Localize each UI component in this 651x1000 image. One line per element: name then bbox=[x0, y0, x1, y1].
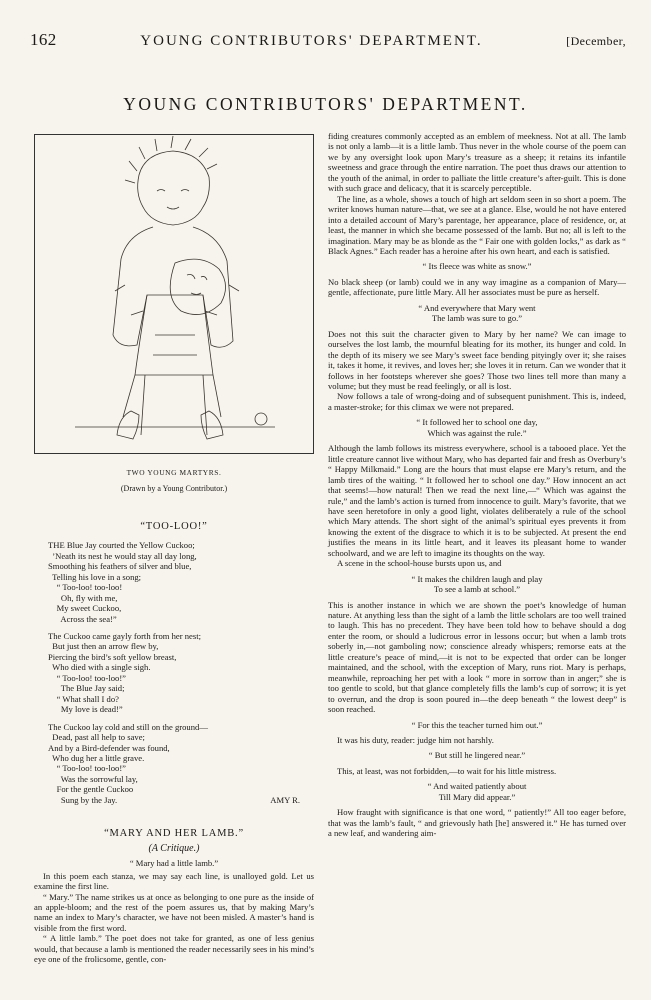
page-number: 162 bbox=[30, 30, 57, 49]
paragraph: No black sheep (or lamb) could we in any way imagine as a companion of Mary—gentle, affectionate, pure little Mary. All her associates must be pure as herself. bbox=[328, 276, 626, 298]
paragraph: Although the lamb follows its mistress everywhere, school is a tabooed place. Yet the little creature cannot live without Mary, who has departed fair and fresh as Overbury’s “ Happy Milkmaid.” Long are the hours that must elapse ere Mary’s return, and the lamb tires of the waiting. “ It followed her to school one day.” How innocent an act that seems!—how natural! Then we read the next line,—“ Which was against the rule,” and the lamb’s action is turned from innocence to guilt. Mary’s favorite, that we have seen heretofore in only a good light, violates deliberately a rule of the school which Mary attends. The short sight of the animal’s spiritual eyes prevents it from knowing the extent of the disgrace to which it is to be subjected. At present the end justifies the means in its little heart, and it leaves its pleasant home to wander schoolward, and we are left to imagine its thoughts on the way. bbox=[328, 443, 626, 558]
right-column bbox=[328, 131, 626, 839]
figure-caption: TWO YOUNG MARTYRS. bbox=[126, 468, 222, 477]
illustration-frame bbox=[34, 134, 314, 454]
quoted-line: Till Mary did appear.” bbox=[438, 791, 516, 802]
quoted-line: “ It makes the children laugh and play bbox=[411, 573, 543, 584]
poem-stanza bbox=[34, 722, 314, 806]
poem-author: AMY R. bbox=[270, 794, 300, 805]
quoted-line: “ Its fleece was white as snow.” bbox=[422, 261, 532, 272]
quoted-line: “ And waited patiently about bbox=[427, 781, 527, 792]
paragraph: The line, as a whole, shows a touch of high art seldom seen in so short a poem. The writer knows human nature—that, we see at a glance. Else, would he not have entered into a detailed account of Mary’s parentage, her appearance, place of residence, or, at least, the manner in which she became possessed of the lamb. But no; all is left to the imagination. Mary may be as blonde as the “ Fair one with golden locks,” as dark as “ Black Agnes.” Each reader has a heroine after his own heart, and each is satisfied. bbox=[328, 193, 626, 256]
verse-line: Across the sea!” bbox=[48, 613, 117, 624]
verse-line: My love is dead!” bbox=[48, 704, 123, 715]
poem-stanza bbox=[34, 631, 314, 715]
verse-line: Telling his love in a song; bbox=[48, 571, 142, 582]
article-title: “MARY AND HER LAMB.” bbox=[104, 828, 244, 840]
article-subtitle: (A Critique.) bbox=[148, 842, 200, 854]
poem-last-line bbox=[48, 795, 314, 805]
quoted-line: “ For this the teacher turned him out.” bbox=[411, 719, 543, 730]
quoted-line: To see a lamb at school.” bbox=[433, 584, 521, 595]
left-column bbox=[34, 131, 314, 965]
paragraph: A scene in the school-house bursts upon us, and bbox=[337, 558, 502, 569]
quoted-line: The lamb was sure to go.” bbox=[431, 313, 523, 324]
figure-credit: (Drawn by a Young Contributor.) bbox=[120, 484, 228, 494]
paragraph: Does not this suit the character given to Mary by her name? We can image to ourselves the lost lamb, the mournful bleating for its mother, its hunger and cold. In the depth of its misery we see Mary’s sweet face bending pityingly over it; she raises it, takes it home, it revives, and loves her; she loves it in return. Can we wonder that it follows in her footsteps wherever she goes? Those two lines tell more than many a volume; but they must be read feelingly, or all is lost. bbox=[328, 328, 626, 391]
paragraph: Now follows a tale of wrong-doing and of subsequent punishment. This is, indeed, a master-stroke; for this climax we were not prepared. bbox=[328, 391, 626, 412]
paragraph: How fraught with significance is that one word, “ patiently!” All too eager before, that was the lamb’s fault, “ and grievously hath [he] answered it.” He has turned over a new leaf, and wandering aim- bbox=[328, 807, 626, 839]
poem-stanza bbox=[34, 540, 314, 624]
paragraph: It was his duty, reader: judge him not harshly. bbox=[337, 735, 494, 746]
verse-line: Who died with a single sigh. bbox=[48, 662, 151, 673]
paragraph: fiding creatures commonly accepted as an emblem of meekness. Not at all. The lamb is not only a lamb—it is a little lamb. Thus never in the whole course of the poem can we by any oversight look upon Mary’s treasure as a sheep; it retains its infantile sweetness and grace through the entire narration. The poet thus draws our attention to the youth of the animal, in order to palliate the little creature’s after-guilt. This is done with such grace and delicacy, that it is scarcely perceptible. bbox=[328, 131, 626, 194]
verse-line: THE Blue Jay courted the Yellow Cuckoo; bbox=[48, 540, 195, 551]
verse-line: “ Too-loo! too-loo!” bbox=[48, 672, 126, 683]
verse-line: For the gentle Cuckoo bbox=[48, 784, 134, 795]
paragraph: “ A little lamb.” The poet does not take for granted, as one of less genius would, that because a lamb is mentioned the reader necessarily sees in his mind’s eye one of the frolicsome, gentle, con- bbox=[34, 933, 314, 965]
verse-line: Dead, past all help to save; bbox=[48, 732, 145, 743]
verse-line: ’Neath its nest he would stay all day long, bbox=[48, 550, 197, 561]
quoted-line: “ And everywhere that Mary went bbox=[418, 302, 536, 313]
verse-line: The Cuckoo came gayly forth from her nest; bbox=[48, 630, 201, 641]
quoted-line: Which was against the rule.” bbox=[427, 427, 527, 438]
department-title: YOUNG CONTRIBUTORS' DEPARTMENT. bbox=[123, 94, 528, 114]
verse-line: Who dug her a little grave. bbox=[48, 752, 145, 763]
verse-line: But just then an arrow flew by, bbox=[48, 641, 159, 652]
paragraph: This, at least, was not forbidden,—to wait for his little mistress. bbox=[337, 765, 557, 776]
verse-line: Piercing the bird’s soft yellow breast, bbox=[48, 651, 177, 662]
running-head-month: [December, bbox=[566, 34, 626, 48]
paragraph: In this poem each stanza, we may say each line, is unalloyed gold. Let us examine the first line. bbox=[34, 870, 314, 892]
verse-line: “ Too-loo! too-loo! bbox=[48, 582, 123, 593]
verse-line: Oh, fly with me, bbox=[48, 592, 118, 603]
running-head bbox=[30, 30, 626, 50]
paragraph: “ Mary.” The name strikes us at once as belonging to one pure as the inside of an apple-bloom; and the rest of the poem assures us, that by making Mary’s name an index to Mary’s character, we have not been misled. A master’s hand is visible from the first word. bbox=[34, 891, 314, 933]
verse-line: “ Too-loo! too-loo!” bbox=[48, 763, 126, 774]
quoted-line: “ It followed her to school one day, bbox=[416, 417, 538, 428]
verse-line: The Cuckoo lay cold and still on the ground— bbox=[48, 721, 208, 732]
verse-line: My sweet Cuckoo, bbox=[48, 603, 122, 614]
verse-line: Was the sorrowful lay, bbox=[48, 773, 138, 784]
poem-title: “TOO-LOO!” bbox=[140, 520, 208, 532]
paragraph: This is another instance in which we are shown the poet’s knowledge of human nature. At anything less than the sight of a lamb the little scholars are too well trained to laugh. This has no precedent. They have been told how to behave should a dog enter the room, or should a ludicrous error in lessons occur; but when a lamb trots soberly in,—not gamboling now; conscience already whispers; remorse eats at the little creature’s peace of mind,—it is not to be expected that order can be longer maintained, and the school, with the exception of Mary, runs riot. Mary is perhaps, meanwhile, reproaching her pet with a look “ more in sorrow than in anger;” she is too gentle to scold, but that glance completely fills the lamb’s cup of sorrow; it is yet to overrun, and the drop is soon poured in—the deep beneath “ the lowest deep” is soon reached. bbox=[328, 599, 626, 715]
verse-line: Sung by the Jay. bbox=[48, 794, 118, 805]
verse-line: Smoothing his feathers of silver and blue, bbox=[48, 561, 192, 572]
quoted-line: “ But still he lingered near.” bbox=[428, 750, 526, 761]
running-head-title: YOUNG CONTRIBUTORS' DEPARTMENT. bbox=[140, 33, 483, 49]
illustration bbox=[35, 135, 313, 453]
epigraph: “ Mary had a little lamb.” bbox=[129, 858, 219, 869]
verse-line: “ What shall I do? bbox=[48, 693, 119, 704]
verse-line: The Blue Jay said; bbox=[48, 683, 125, 694]
verse-line: And by a Bird-defender was found, bbox=[48, 742, 170, 753]
